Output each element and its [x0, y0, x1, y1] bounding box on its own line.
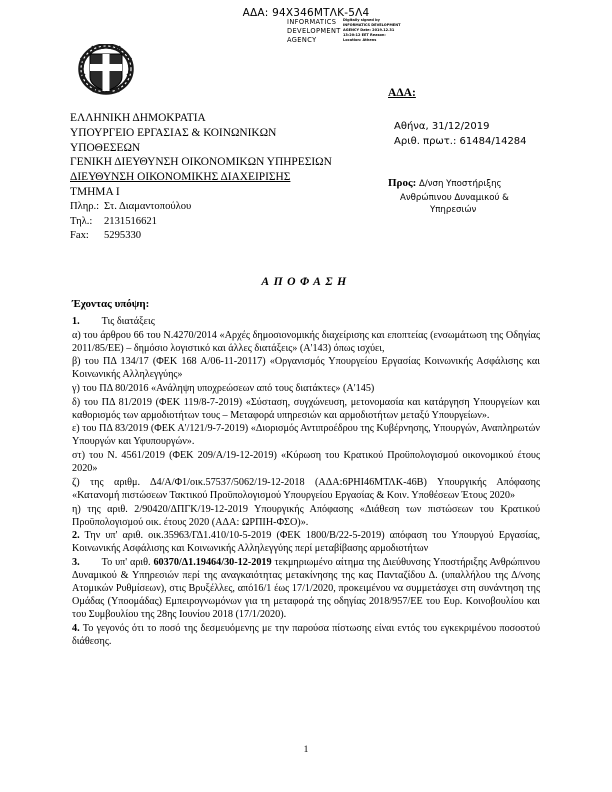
clause-4-number: 4. [72, 623, 80, 635]
city-date: Αθήνα, 31/12/2019 [394, 121, 490, 132]
contact-fax-label: Fax: [70, 230, 89, 242]
clause-3-number: 3. [72, 556, 80, 568]
contact-fax-row [70, 229, 370, 244]
clause-item-2 [72, 529, 540, 555]
contact-info-label: Πληρ.: [70, 200, 100, 212]
decision-body [72, 315, 540, 649]
signature-agency-name: INFORMATICS DEVELOPMENT AGENCY [287, 18, 341, 45]
clause-item-1 [72, 315, 540, 328]
recipient-line-1: Δ/νση Υποστήριξης [418, 179, 502, 190]
clause-3-text: τεκμηριωμένο αίτημα της Διεύθυνσης Υποστήριξης Ανθρώπινου Δυναμικού & Υπηρεσιών περί της αναγκαιότητας μετακίνησης της κας Πανταζίδου Δ. (υπαλλήλου της Δ/νσης Ατομικών Ρυθμίσεων), στις Βρυξέλλες, από16/1 έως 17/1/2020, προκειμένου να συμμετάσχει στη συνάντηση της Ομάδας (Υποομάδας) Εμπειρογνωμόνων για τη μεταφορά της οδηγίας 2018/957/ΕΕ του Ευρ. Κοινοβουλίου και του Συμβουλίου της 28ης Ιουνίου 2018 (17/1/2020). [72, 556, 540, 621]
contact-tel-label: Τηλ.: [70, 215, 93, 227]
clause-3-reference-number: 60370/Δ1.19464/30-12-2019 [153, 556, 272, 568]
authority-line-ministry: ΥΠΟΥΡΓΕΙΟ ΕΡΓΑΣΙΑΣ & ΚΟΙΝΩΝΙΚΩΝ [70, 126, 277, 139]
clause-item-1d: δ) του ΠΔ 81/2019 (ΦΕΚ 119/8-7-2019) «Σύσταση, συγχώνευση, μετονομασία και κατάργηση Υπουργείων και καθορισμός των αρμοδιοτήτων τους – Μεταφορά υπηρεσιών και αρμοδιοτήτων μεταξύ Υπουργείων». [72, 396, 540, 421]
clause-1-text: Τις διατάξεις [101, 316, 155, 327]
document-meta-block [388, 86, 603, 217]
signature-detail-text: Digitally signed by INFORMATICS DEVELOPMENT AGENCY Date: 2019.12.31 13:20:12 EET Reason: Location: Athens [343, 18, 401, 42]
hellenic-republic-coat-of-arms-icon [78, 44, 134, 96]
recipient-label: Προς: [388, 177, 417, 190]
recipient-first-row [388, 175, 603, 191]
clause-2-text: Την υπ' αριθ. οικ.35963/ΓΔ1.410/10-5-2019 (ΦΕΚ 1800/Β/22-5-2019) απόφαση του Υπουργού Εργασίας, Κοινωνικής Ασφάλισης και Κοινωνικής Αλληλεγγύης περί μεταβίβασης αρμοδιοτήτων [72, 530, 540, 555]
clause-item-1b: β) του ΠΔ 134/17 (ΦΕΚ 168 Α/06-11-20117) «Οργανισμός Υπουργείου Εργασίας Κοινωνικής Ασφάλισης και Κοινωνικής Αλληλεγγύης» [72, 356, 540, 381]
having-regard-heading: Έχοντας υπόψη: [72, 298, 150, 310]
ada-label: ΑΔΑ: [388, 86, 416, 99]
clause-3-prefix: Το υπ' αριθ. [101, 556, 151, 568]
recipient-line-3: Υπηρεσιών [430, 205, 477, 216]
authority-line-republic: ΕΛΛΗΝΙΚΗ ΔΗΜΟΚΡΑΤΙΑ [70, 112, 206, 124]
clause-item-1h: η) της αριθ. 2/90420/ΔΠΓΚ/19-12-2019 Υπουργικής Απόφασης «Διάθεση των πιστώσεων του Κρατικού Προϋπολογισμού οικ. έτους 2020 (ΑΔΑ: ΩΡΠΙΗ-ΦΣΟ)». [72, 503, 540, 528]
authority-line-ministry-cont: ΥΠΟΘΕΣΕΩΝ [70, 141, 141, 154]
recipient-block [388, 175, 603, 217]
page-number: 1 [303, 745, 309, 755]
clause-item-1f: στ) του Ν. 4561/2019 (ΦΕΚ 209/Α/19-12-2019) «Κύρωση του Κρατικού Προϋπολογισμού οικονομικού έτους 2020» [72, 450, 540, 475]
protocol-number: Αριθ. πρωτ.: 61484/14284 [394, 136, 527, 148]
clause-item-1e: ε) του ΠΔ 83/2019 (ΦΕΚ Α'/121/9-7-2019) «Διορισμός Αντιπροέδρου της Κυβέρνησης, Υπουργών, Αναπληρωτών Υπουργών και Υφυπουργών». [72, 423, 540, 448]
decision-title: ΑΠΟΦΑΣΗ [261, 275, 351, 288]
contact-info-row [70, 200, 370, 215]
contact-info-value: Στ. Διαμαντοπούλου [104, 200, 192, 212]
contact-tel-value: 2131516621 [104, 215, 157, 227]
recipient-line-2: Ανθρώπινου Δυναμικού & [400, 192, 509, 203]
contact-tel-row [70, 215, 370, 230]
digital-signature-stamp [287, 18, 405, 45]
clause-item-1a: α) του άρθρου 66 του Ν.4270/2014 «Αρχές δημοσιονομικής διαχείρισης και εποπτείας (ενσωμάτωση της Οδηγίας 2011/85/ΕΕ) – δημόσιο λογιστικό και άλλες διατάξεις» (Α'143) όπως ισχύει, [72, 329, 540, 354]
authority-line-department: ΤΜΗΜΑ Ι [70, 186, 120, 199]
clause-item-1c: γ) του ΠΔ 80/2016 «Ανάληψη υποχρεώσεων από τους διατάκτες» (Α'145) [72, 383, 375, 395]
clause-4-text: Το γεγονός ότι το ποσό της δεσμευόμενης με την παρούσα πίστωσης είναι εντός του εγκεκριμένου ποσοστού διάθεσης. [72, 623, 540, 648]
issuing-authority-block [70, 111, 370, 244]
authority-line-directorate: ΔΙΕΥΘΥΝΣΗ ΟΙΚΟΝΟΜΙΚΗΣ ΔΙΑΧΕΙΡΙΣΗΣ [70, 171, 291, 184]
clause-2-number: 2. [72, 530, 80, 542]
ada-code-header: ΑΔΑ: 94Χ346ΜΤΛΚ-5Λ4 [242, 7, 370, 19]
contact-details [70, 200, 370, 244]
authority-line-general-directorate: ΓΕΝΙΚΗ ΔΙΕΥΘΥΝΣΗ ΟΙΚΟΝΟΜΙΚΩΝ ΥΠΗΡΕΣΙΩΝ [70, 156, 332, 169]
clause-1-number: 1. [72, 316, 80, 327]
contact-fax-value: 5295330 [104, 230, 142, 242]
clause-item-1g: ζ) της αριθμ. Δ4/Α/Φ1/οικ.57537/5062/19-12-2018 (ΑΔΑ:6ΡΗΙ46ΜΤΛΚ-46Β) Υπουργικής Απόφασης «Κατανομή πιστώσεων Τακτικού Προϋπολογισμού Υπουργείου Εργασίας & Κοιν. Υποθέσεων Έτους 2020» [72, 476, 540, 501]
clause-item-4 [72, 622, 540, 648]
clause-item-3 [72, 556, 540, 622]
